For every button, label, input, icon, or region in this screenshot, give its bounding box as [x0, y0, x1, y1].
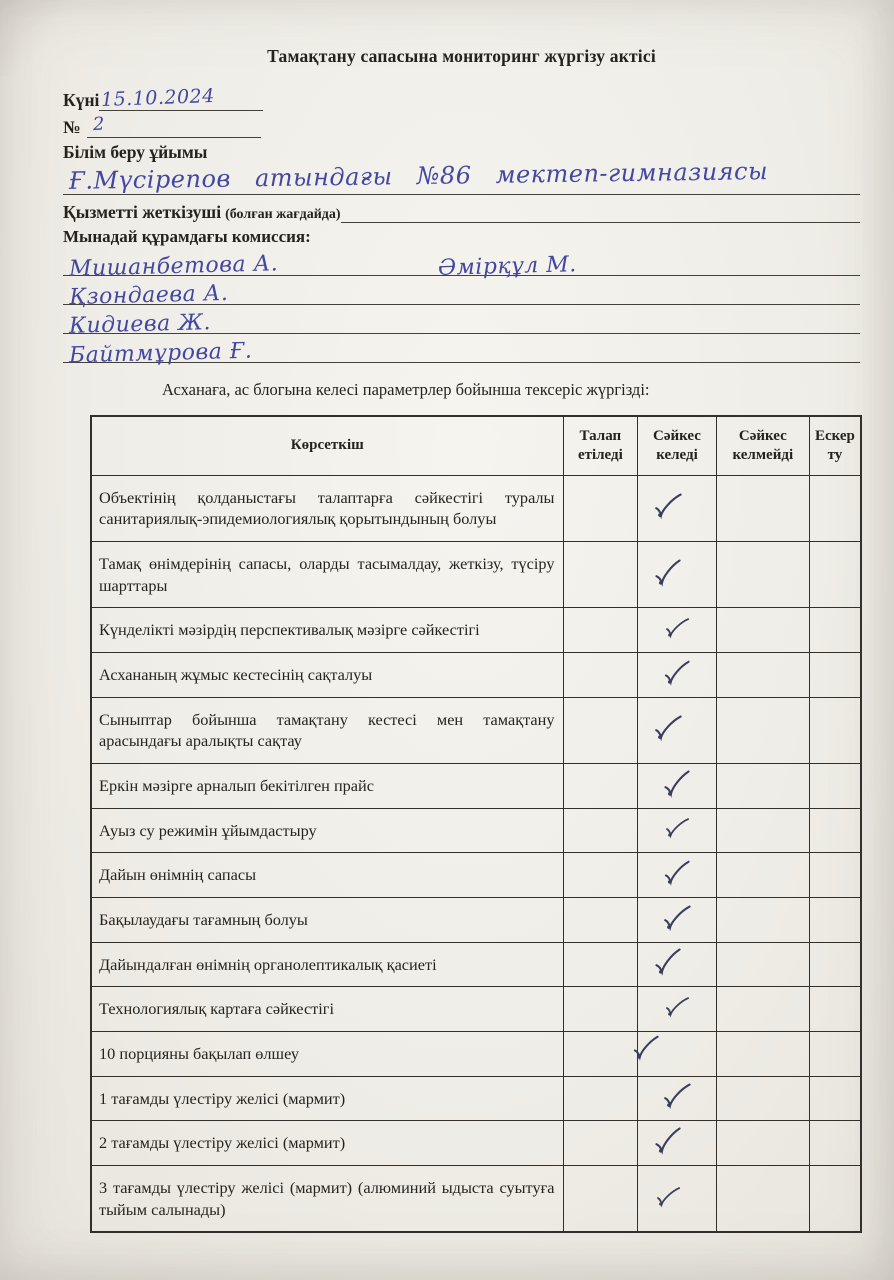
column-header-eskertu: Ескерту [809, 416, 861, 475]
column-header-talap-etiledi: Талап етіледі [563, 416, 638, 475]
table-row [91, 897, 861, 942]
document-title: Тамақтану сапасына мониторинг жүргізу актісі [267, 46, 656, 66]
talap-cell [563, 763, 638, 808]
saikes-keledi-cell [638, 942, 717, 987]
saikes-kelmeidi-cell [716, 697, 809, 763]
provider-field [63, 202, 860, 223]
organization-value-handwritten: Ғ.Мүсірепов атындағы №86 мектеп-гимназиясы [68, 157, 769, 195]
column-header-korsetkish: Көрсеткіш [91, 416, 563, 475]
indicator-cell: Дайын өнімнің сапасы [91, 853, 563, 898]
saikes-kelmeidi-cell [716, 608, 809, 653]
eskertu-cell [809, 608, 861, 653]
saikes-keledi-cell [638, 853, 717, 898]
eskertu-cell [809, 1076, 861, 1121]
handwritten-checkmark [664, 616, 691, 639]
commission-member-name: Әмірқұл М. [437, 252, 577, 281]
saikes-kelmeidi-cell [716, 808, 809, 853]
saikes-keledi-cell [638, 652, 717, 697]
commission-member-name: Қзондаева А. [68, 280, 229, 311]
page-corner-shadow [0, 0, 96, 76]
table-row [91, 608, 861, 653]
indicator-cell: Еркін мәзірге арналып бекітілген прайс [91, 763, 563, 808]
saikes-kelmeidi-cell [716, 853, 809, 898]
talap-cell [563, 987, 638, 1032]
eskertu-cell [809, 652, 861, 697]
saikes-keledi-cell [638, 541, 717, 607]
saikes-kelmeidi-cell [716, 1031, 809, 1076]
provider-blank-line [341, 203, 860, 223]
indicator-cell: 1 тағамды үлестіру желісі (мармит) [91, 1076, 563, 1121]
saikes-kelmeidi-cell [716, 942, 809, 987]
eskertu-cell [809, 1121, 861, 1166]
handwritten-checkmark [652, 558, 684, 586]
table-row [91, 942, 861, 987]
number-value-handwritten: 2 [92, 113, 106, 136]
column-header-saikes-kelmeidi: Сәйкес келмейді [716, 416, 809, 475]
saikes-kelmeidi-cell [716, 987, 809, 1032]
eskertu-cell [809, 808, 861, 853]
table-row [91, 987, 861, 1032]
commission-member-line [63, 276, 860, 311]
saikes-kelmeidi-cell [716, 897, 809, 942]
saikes-kelmeidi-cell [716, 1076, 809, 1121]
table-row [91, 808, 861, 853]
handwritten-checkmark [662, 860, 691, 885]
indicator-cell: Сыныптар бойынша тамақтану кестесі мен тамақтану арасындағы аралықты сақтау [91, 697, 563, 763]
commission-member-line [63, 305, 860, 339]
handwritten-checkmark [664, 817, 691, 840]
talap-cell [563, 808, 638, 853]
saikes-keledi-cell [638, 1076, 717, 1121]
number-label: № [63, 117, 81, 137]
date-value-handwritten: 15.10.2024 [101, 84, 216, 111]
handwritten-checkmark [662, 905, 692, 930]
table-row [91, 1031, 861, 1076]
organization-label: Білім беру ұйымы [63, 142, 208, 162]
indicator-cell: Ауыз су режимін ұйымдастыру [91, 808, 563, 853]
handwritten-checkmark [655, 1185, 682, 1208]
talap-cell [563, 1031, 638, 1076]
saikes-keledi-cell [638, 987, 717, 1032]
indicator-cell: Технологиялық картаға сәйкестігі [91, 987, 563, 1032]
talap-cell [563, 541, 638, 607]
saikes-kelmeidi-cell [716, 1165, 809, 1232]
table-header-row [91, 416, 861, 475]
handwritten-checkmark [664, 995, 691, 1018]
saikes-kelmeidi-cell [716, 652, 809, 697]
commission-member-line [63, 247, 860, 282]
commission-member-name: Кидиева Ж. [68, 310, 212, 339]
indicator-cell: Асхананың жұмыс кестесінің сақталуы [91, 652, 563, 697]
talap-cell [563, 853, 638, 898]
talap-cell [563, 897, 638, 942]
saikes-kelmeidi-cell [716, 475, 809, 541]
eskertu-cell [809, 942, 861, 987]
talap-cell [563, 942, 638, 987]
talap-cell [563, 697, 638, 763]
commission-label: Мынадай құрамдағы комиссия: [63, 227, 311, 246]
handwritten-checkmark [652, 948, 684, 976]
eskertu-cell [809, 853, 861, 898]
talap-cell [563, 1121, 638, 1166]
talap-cell [563, 652, 638, 697]
saikes-keledi-cell [638, 808, 717, 853]
document-body [0, 84, 894, 1233]
eskertu-cell [809, 697, 861, 763]
eskertu-cell [809, 541, 861, 607]
eskertu-cell [809, 1165, 861, 1232]
table-row [91, 475, 861, 541]
handwritten-checkmark [661, 769, 693, 797]
saikes-keledi-cell [638, 897, 717, 942]
saikes-keledi-cell [638, 608, 717, 653]
commission-member-name: Байтмұрова Ғ. [68, 338, 253, 369]
indicator-cell: 2 тағамды үлестіру желісі (мармит) [91, 1121, 563, 1166]
handwritten-checkmark [652, 1127, 684, 1155]
number-blank-line [87, 114, 261, 138]
indicator-cell: 3 тағамды үлестіру желісі (мармит) (алюминий ыдыста суытуға тыйым салынады) [91, 1165, 563, 1232]
commission-member-name: Мишанбетова А. [68, 251, 279, 282]
saikes-kelmeidi-cell [716, 763, 809, 808]
inspection-table [90, 415, 862, 1233]
indicator-cell: 10 порцияны бақылап өлшеу [91, 1031, 563, 1076]
table-row [91, 1165, 861, 1232]
saikes-keledi-cell [638, 1031, 717, 1076]
table-row [91, 697, 861, 763]
indicator-cell: Объектінің қолданыстағы талаптарға сәйкестігі туралы санитариялық-эпидемиологиялық қорытындының болуы [91, 475, 563, 541]
saikes-keledi-cell [638, 475, 717, 541]
saikes-kelmeidi-cell [716, 1121, 809, 1166]
provider-label: Қызметті жеткізуші [63, 202, 222, 222]
table-row [91, 1076, 861, 1121]
provider-note: (болған жағдайда) [225, 207, 341, 222]
intro-text: Асханаға, ас блогына келесі параметрлер бойынша тексеріс жүргізді: [162, 380, 650, 399]
eskertu-cell [809, 475, 861, 541]
eskertu-cell [809, 1031, 861, 1076]
date-label: Күні [63, 90, 100, 110]
table-row [91, 541, 861, 607]
table-row [91, 763, 861, 808]
eskertu-cell [809, 987, 861, 1032]
table-row [91, 1121, 861, 1166]
handwritten-checkmark [631, 1035, 660, 1060]
saikes-kelmeidi-cell [716, 541, 809, 607]
organization-field [63, 157, 860, 195]
saikes-keledi-cell [638, 763, 717, 808]
talap-cell [563, 608, 638, 653]
saikes-keledi-cell [638, 1165, 717, 1232]
handwritten-checkmark [662, 1083, 692, 1108]
table-row [91, 652, 861, 697]
saikes-keledi-cell [638, 697, 717, 763]
indicator-cell: Дайындалған өнімнің органолептикалық қасиеті [91, 942, 563, 987]
saikes-keledi-cell [638, 1121, 717, 1166]
indicator-cell: Бақылаудағы тағамның болуы [91, 897, 563, 942]
date-field [63, 84, 860, 111]
date-blank-line [99, 84, 263, 111]
number-field [63, 114, 860, 138]
table-row [91, 853, 861, 898]
indicator-cell: Күнделікті мәзірдің перспективалық мәзірге сәйкестігі [91, 608, 563, 653]
talap-cell [563, 475, 638, 541]
handwritten-checkmark [662, 660, 691, 685]
talap-cell [563, 1076, 638, 1121]
commission-member-line [63, 334, 860, 369]
handwritten-checkmark [653, 715, 683, 740]
handwritten-checkmark [653, 493, 683, 518]
eskertu-cell [809, 763, 861, 808]
eskertu-cell [809, 897, 861, 942]
talap-cell [563, 1165, 638, 1232]
indicator-cell: Тамақ өнімдерінің сапасы, оларды тасымалдау, жеткізу, түсіру шарттары [91, 541, 563, 607]
column-header-saikes-keledi: Сәйкес келеді [638, 416, 717, 475]
